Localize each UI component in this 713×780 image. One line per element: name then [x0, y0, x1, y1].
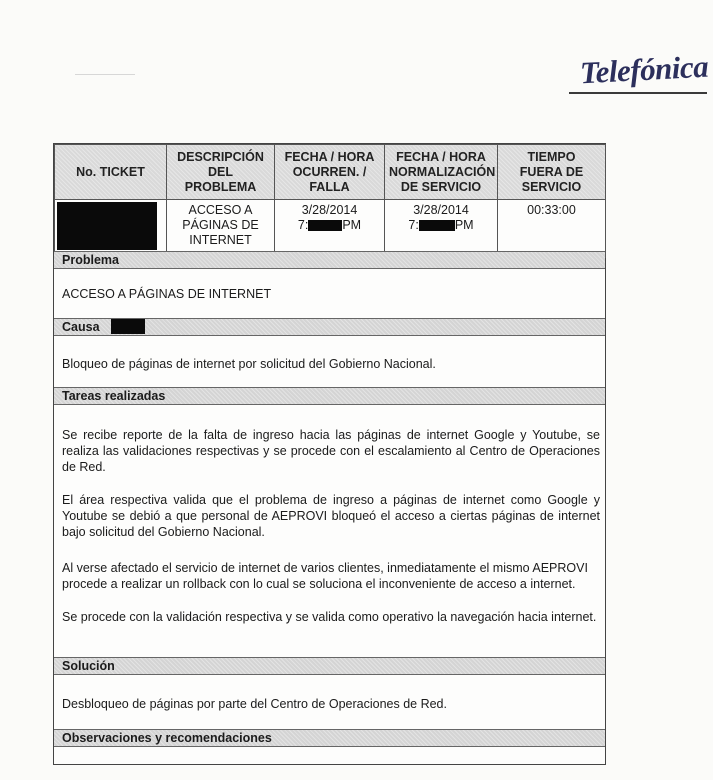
ticket-data-row	[55, 200, 606, 258]
hora-ocurrencia-prefix: 7:	[297, 218, 309, 232]
ticket-header-row	[55, 145, 606, 200]
header-ocurrencia: FECHA / HORA OCURREN. / FALLA	[275, 145, 385, 200]
solucion-text: Desbloqueo de páginas por parte del Centro de Operaciones de Red.	[62, 697, 447, 711]
cell-ticket-number	[55, 200, 167, 258]
hora-normalizacion-prefix: 7:	[408, 218, 419, 232]
cell-tiempo-fuera: 00:33:00	[498, 200, 606, 258]
causa-title: Causa	[62, 320, 100, 334]
header-descripcion: DESCRIPCIÓN DEL PROBLEMA	[167, 145, 275, 200]
tareas-paragraph-4: Se procede con la validación respectiva y se valida como operativo la navegación hacia internet.	[62, 610, 597, 624]
tareas-paragraph-1: Se recibe reporte de la falta de ingreso hacia las páginas de internet Google y Youtube, se realiza las validaciones respectivas y se procede con el escalamiento al Centro de Operaciones de Red.	[62, 428, 600, 474]
header-tiempo: TIEMPO FUERA DE SERVICIO	[498, 145, 606, 200]
header-ticket: No. TICKET	[55, 145, 167, 200]
incident-report	[53, 143, 606, 765]
hora-normalizacion	[385, 218, 497, 233]
section-header-causa	[54, 318, 605, 336]
fecha-normalizacion: 3/28/2014	[413, 203, 469, 217]
ticket-table	[54, 144, 606, 258]
tareas-title: Tareas realizadas	[62, 389, 166, 403]
faint-pencil-mark	[75, 74, 135, 75]
telefonica-logo: Telefónica	[579, 48, 709, 91]
causa-text: Bloqueo de páginas de internet por solicitud del Gobierno Nacional.	[62, 357, 436, 371]
section-header-solucion	[54, 657, 605, 675]
cell-descripcion: ACCESO A PÁGINAS DE INTERNET	[167, 200, 275, 258]
solucion-title: Solución	[62, 659, 115, 673]
problema-title: Problema	[62, 253, 119, 267]
observaciones-title: Observaciones y recomendaciones	[62, 731, 272, 745]
section-header-tareas	[54, 387, 605, 405]
logo-underline	[569, 92, 707, 94]
tareas-paragraph-3: Al verse afectado el servicio de internet de varios clientes, inmediatamente el mismo AEPROVI procede a realizar un rollback con lo cual se soluciona el inconveniente de acceso a internet.	[62, 561, 588, 591]
redacted-hora-normalizacion	[419, 220, 455, 231]
hora-ocurrencia-suffix: PM	[342, 218, 362, 232]
redacted-causa	[111, 319, 145, 334]
redacted-hora-ocurrencia	[308, 220, 342, 231]
hora-normalizacion-suffix: PM	[454, 218, 474, 232]
fecha-ocurrencia: 3/28/2014	[301, 203, 358, 217]
section-header-observaciones	[54, 729, 605, 747]
tareas-paragraph-2: El área respectiva valida que el problema de ingreso a páginas de internet como Google y Youtube se debió a que personal de AEPROVI bloqueó el acceso a ciertas páginas de internet bajo solicitud del Gobierno Nacional.	[62, 493, 600, 539]
cell-ocurrencia	[275, 200, 385, 258]
cell-normalizacion	[385, 200, 498, 258]
problema-text: ACCESO A PÁGINAS DE INTERNET	[62, 287, 272, 301]
hora-ocurrencia	[275, 218, 384, 233]
header-normalizacion: FECHA / HORA NORMALIZACIÓN DE SERVICIO	[385, 145, 498, 200]
redacted-ticket-number	[57, 202, 157, 250]
section-header-problema	[54, 251, 605, 269]
